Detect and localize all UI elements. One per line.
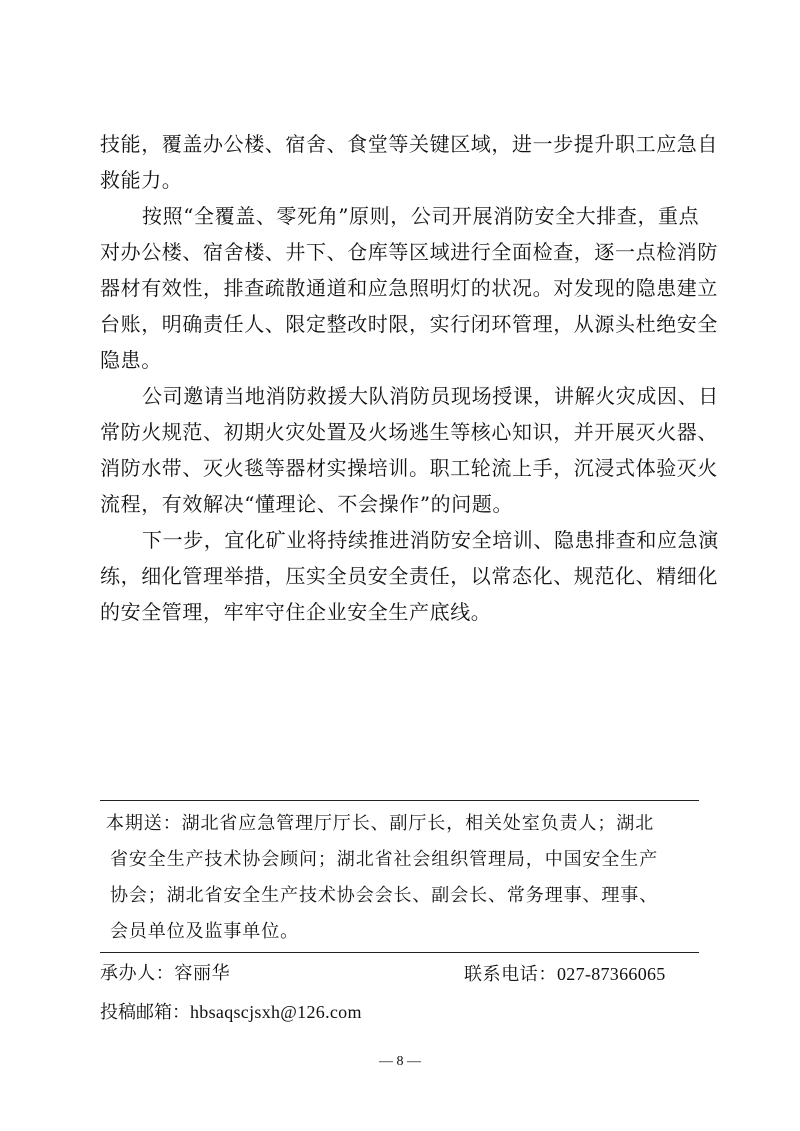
- phone-number: 027-87366065: [557, 964, 666, 984]
- body-line: 台账，明确责任人、限定整改时限，实行闭环管理，从源头杜绝安全: [100, 312, 718, 336]
- body-paragraph-start: 按照“全覆盖、零死角”原则，公司开展消防安全大排查，重点: [142, 204, 700, 228]
- body-paragraph-start: 下一步，宜化矿业将持续推进消防安全培训、隐患排查和应急演: [142, 528, 719, 552]
- body-line: 器材有效性，排查疏散通道和应急照明灯的状况。对发现的隐患建立: [100, 276, 718, 300]
- body-line: 对办公楼、宿舍楼、井下、仓库等区域进行全面检查，逐一点检消防: [100, 240, 718, 264]
- body-paragraph-start: 公司邀请当地消防救援大队消防员现场授课，讲解火灾成因、日: [142, 384, 719, 408]
- body-line: 的安全管理，牢牢守住企业安全生产底线。: [100, 600, 492, 624]
- email-label: 投稿邮箱：: [100, 1002, 190, 1023]
- handler-label: 承办人：: [100, 963, 175, 984]
- body-line: 技能，覆盖办公楼、宿舍、食堂等关键区域，进一步提升职工应急自: [100, 132, 718, 156]
- distribution-line: 协会；湖北省安全生产技术协会会长、副会长、常务理事、理事、: [110, 885, 659, 906]
- distribution-line: 本期送：湖北省应急管理厅厅长、副厅长，相关处室负责人；湖北: [106, 813, 655, 834]
- body-line: 流程，有效解决“懂理论、不会操作”的问题。: [100, 492, 514, 516]
- article-body: [100, 126, 719, 630]
- phone-label: 联系电话：: [464, 964, 557, 985]
- email-row: [100, 994, 362, 1030]
- distribution-line: 会员单位及监事单位。: [110, 921, 299, 942]
- phone-info: [464, 956, 666, 993]
- body-line: 常防火规范、初期火灾处置及火场逃生等核心知识，并开展灭火器、: [100, 420, 718, 444]
- page-number: — 8 —: [379, 1054, 421, 1069]
- distribution-bottom-rule: [100, 952, 699, 953]
- body-line: 练，细化管理举措，压实全员安全责任，以常态化、规范化、精细化: [100, 564, 718, 588]
- body-line: 隐患。: [100, 348, 162, 372]
- email-address: hbsaqscjsxh@126.com: [190, 1002, 362, 1022]
- body-line: 救能力。: [100, 168, 183, 192]
- handler-name: 容丽华: [174, 963, 231, 984]
- distribution-list: [106, 806, 698, 950]
- distribution-line: 省安全生产技术协会顾问；湖北省社会组织管理局，中国安全生产: [110, 849, 659, 870]
- body-line: 消防水带、灭火毯等器材实操培训。职工轮流上手，沉浸式体验灭火: [100, 456, 718, 480]
- handler-info: [100, 956, 230, 992]
- contact-row: [100, 956, 700, 992]
- distribution-top-rule: [100, 800, 699, 801]
